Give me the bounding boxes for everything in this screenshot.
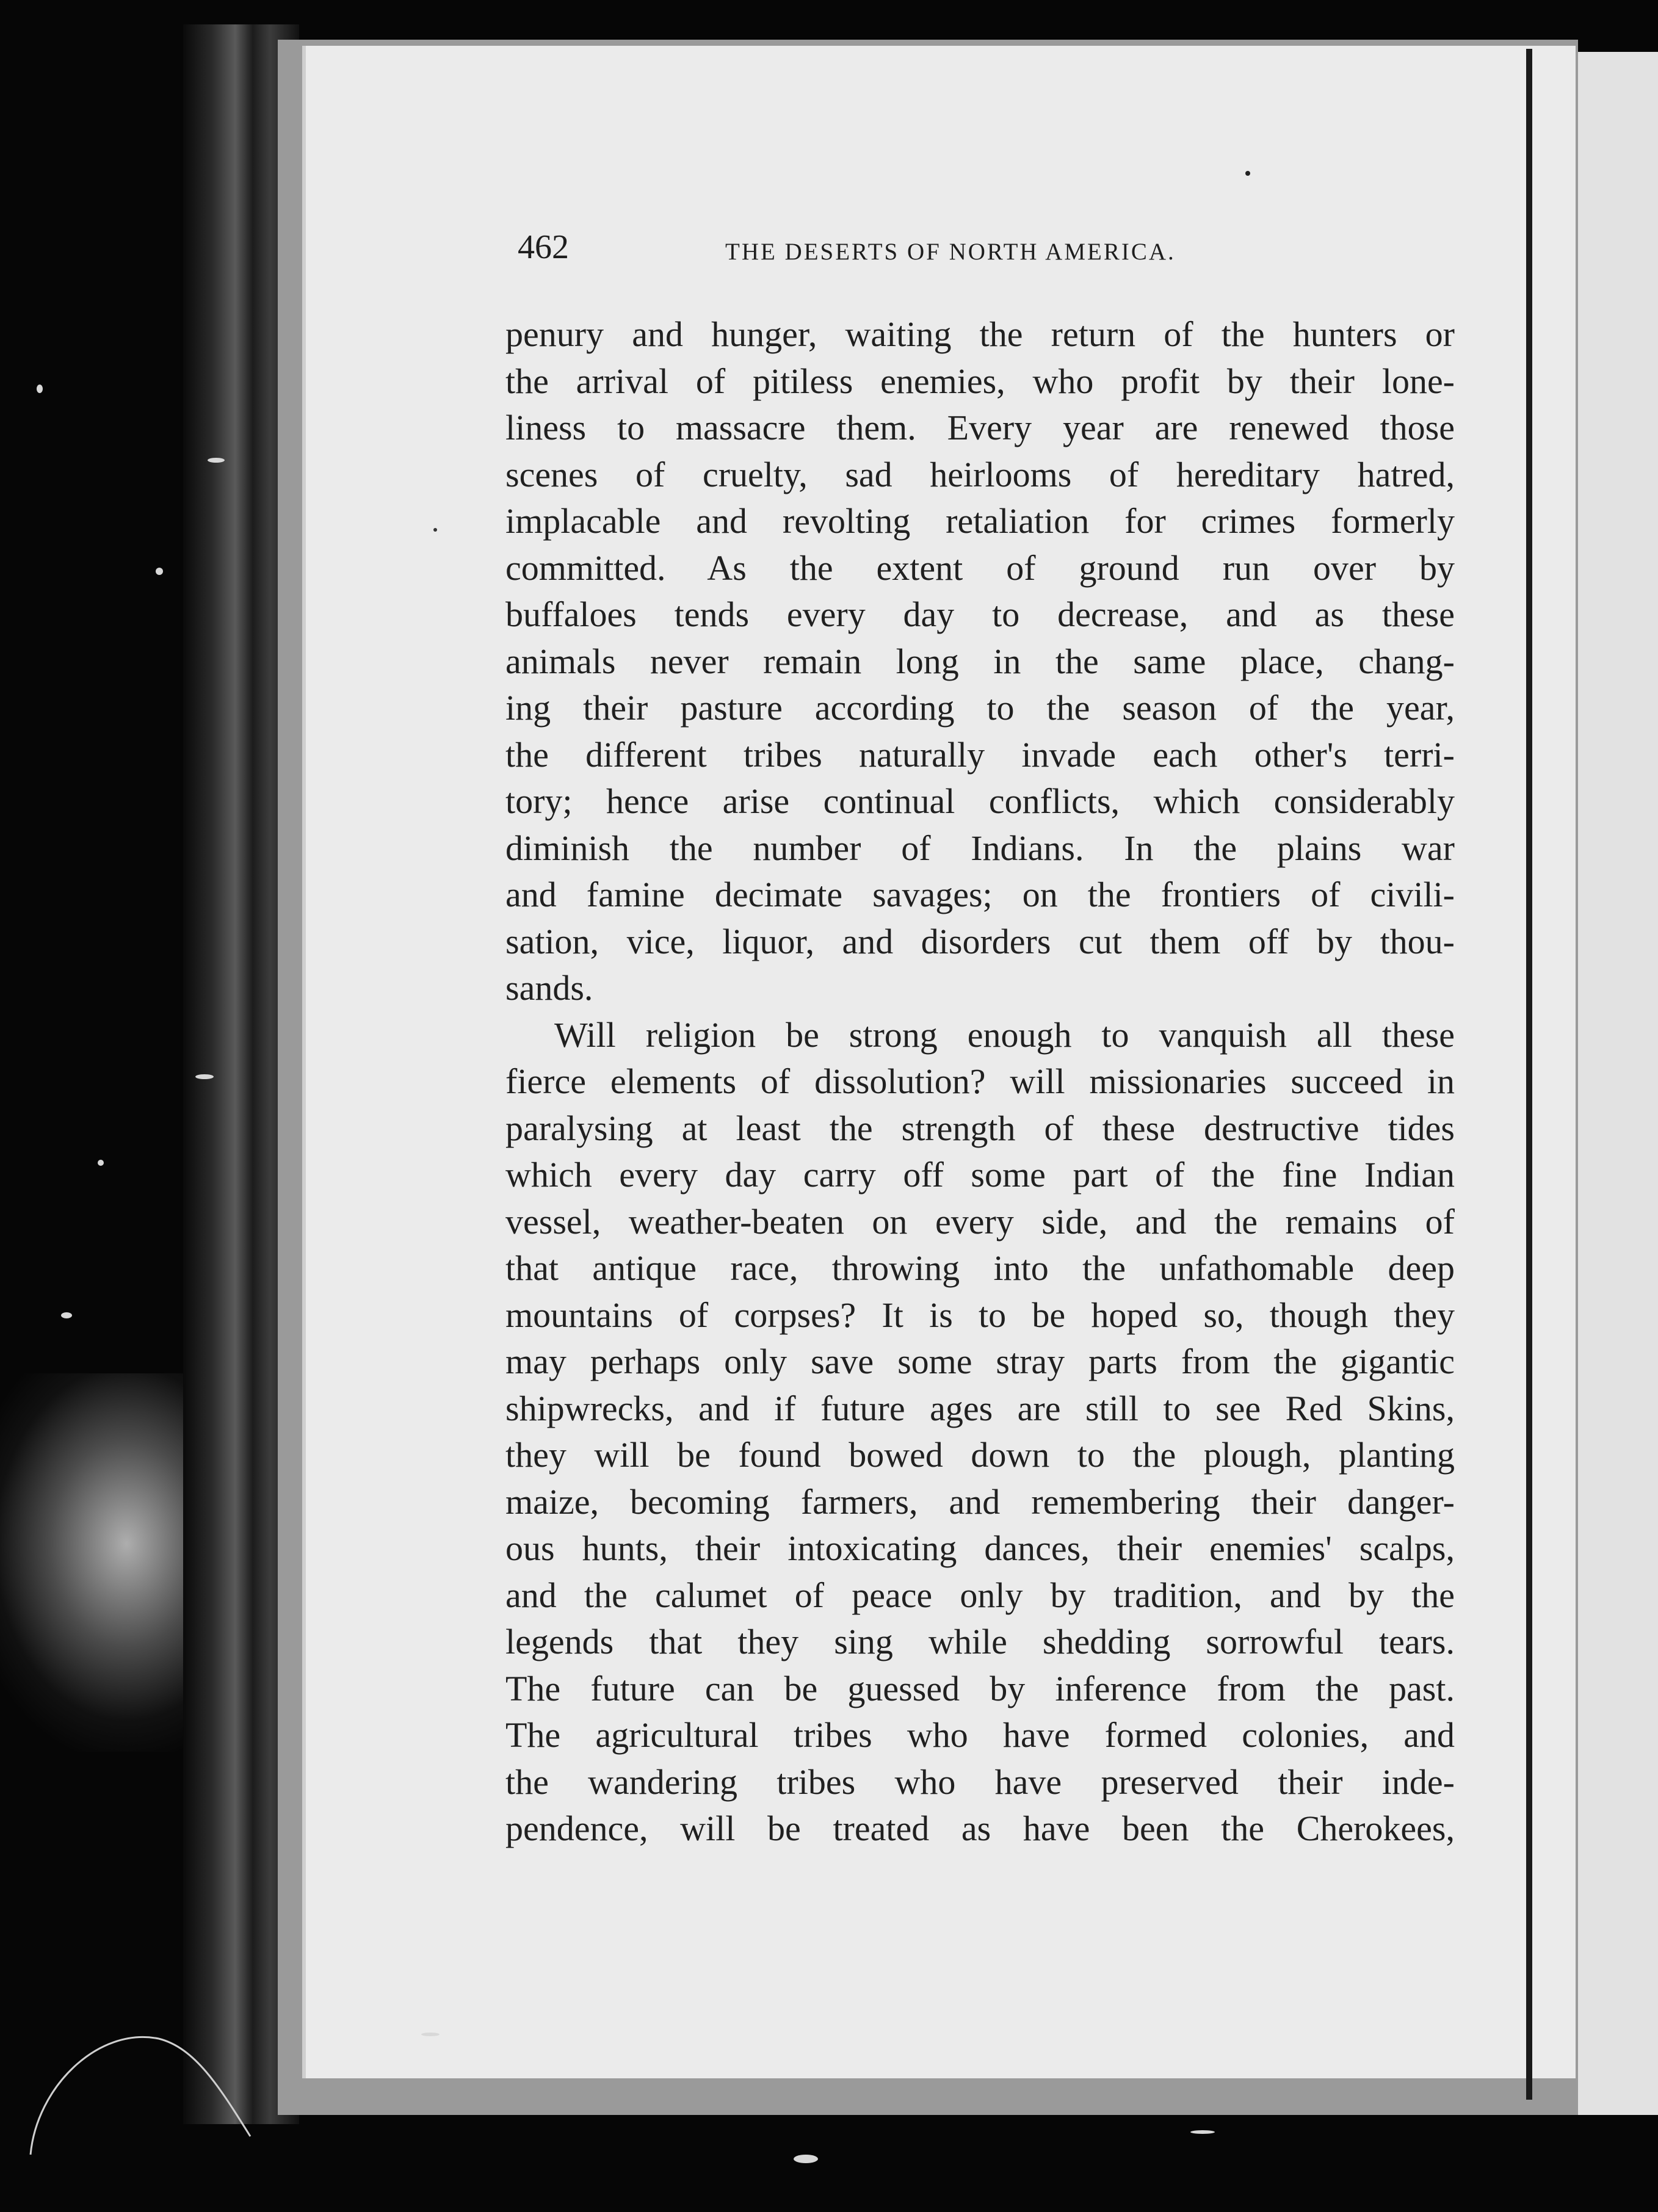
- text-line: diminish the number of Indians. In the plains war: [505, 828, 1455, 868]
- dust-speck: [98, 1160, 104, 1166]
- text-line: vessel, weather-beaten on every side, and the remains of: [505, 1201, 1455, 1242]
- film-scratch: [24, 2014, 256, 2161]
- text-line: paralysing at least the strength of these destructive tides: [505, 1108, 1455, 1148]
- text-line: the wandering tribes who have preserved their inde-: [505, 1762, 1455, 1802]
- text-line: liness to massacre them. Every year are renewed those: [505, 408, 1455, 447]
- text-line: buffaloes tends every day to decrease, and as these: [505, 595, 1455, 634]
- page-number: 462: [518, 228, 569, 266]
- dust-speck: [421, 2033, 440, 2036]
- text-line: legends that they sing while shedding sorrowful tears.: [505, 1622, 1455, 1661]
- text-line: which every day carry off some part of the fine Indian: [505, 1155, 1455, 1195]
- text-line: and the calumet of peace only by tradition, and by the: [505, 1575, 1455, 1615]
- text-line: fierce elements of dissolution? will missionaries succeed in: [505, 1061, 1455, 1101]
- text-line: pendence, will be treated as have been the Cherokees,: [505, 1809, 1455, 1848]
- text-line: ous hunts, their intoxicating dances, their enemies' scalps,: [505, 1528, 1455, 1568]
- text-line: scenes of cruelty, sad heirlooms of hereditary hatred,: [505, 454, 1455, 494]
- dust-speck: [61, 1312, 72, 1318]
- text-line: committed. As the extent of ground run over by: [505, 548, 1455, 588]
- text-line: sation, vice, liquor, and disorders cut them off by thou-: [505, 921, 1455, 961]
- text-line: sands.: [505, 968, 593, 1008]
- page-body-text: [505, 311, 1455, 1852]
- dust-speck: [37, 385, 43, 393]
- text-line: may perhaps only save some stray parts from the gigantic: [505, 1342, 1455, 1381]
- text-line: that antique race, throwing into the unfathomable deep: [505, 1248, 1455, 1288]
- text-line: animals never remain long in the same place, chang-: [505, 641, 1455, 681]
- text-line: and famine decimate savages; on the frontiers of civili-: [505, 875, 1455, 914]
- dust-speck: [1190, 2130, 1215, 2134]
- dust-speck: [156, 568, 163, 575]
- text-line: penury and hunger, waiting the return of the hunters or: [505, 314, 1455, 354]
- text-line: shipwrecks, and if future ages are still to see Red Skins,: [505, 1388, 1455, 1428]
- text-line: The future can be guessed by inference from the past.: [505, 1668, 1455, 1708]
- page-gutter-edge: [1526, 49, 1532, 2100]
- running-title: THE DESERTS OF NORTH AMERICA.: [725, 239, 1176, 265]
- text-line: the different tribes naturally invade each other's terri-: [505, 734, 1455, 775]
- text-line: the arrival of pitiless enemies, who profit by their lone-: [505, 361, 1455, 401]
- text-line: mountains of corpses? It is to be hoped so, though they: [505, 1295, 1455, 1335]
- text-line: they will be found bowed down to the plough, planting: [505, 1435, 1455, 1475]
- dust-speck: [794, 2155, 818, 2163]
- running-header: [518, 220, 1284, 275]
- dust-speck: [208, 458, 225, 463]
- text-line: The agricultural tribes who have formed colonies, and: [505, 1715, 1455, 1755]
- dust-speck: [195, 1074, 214, 1079]
- text-line: ing their pasture according to the season of the year,: [505, 688, 1455, 728]
- text-line: tory; hence arise continual conflicts, which considerably: [505, 781, 1455, 821]
- text-line: maize, becoming farmers, and remembering their danger-: [505, 1481, 1455, 1522]
- text-line: implacable and revolting retaliation for crimes formerly: [505, 501, 1455, 541]
- paragraph-first-line: Will religion be strong enough to vanquish all these: [554, 1014, 1455, 1055]
- dust-speck: [433, 528, 437, 532]
- adjacent-page-edge: [1578, 52, 1658, 2115]
- dust-speck: [1245, 171, 1250, 176]
